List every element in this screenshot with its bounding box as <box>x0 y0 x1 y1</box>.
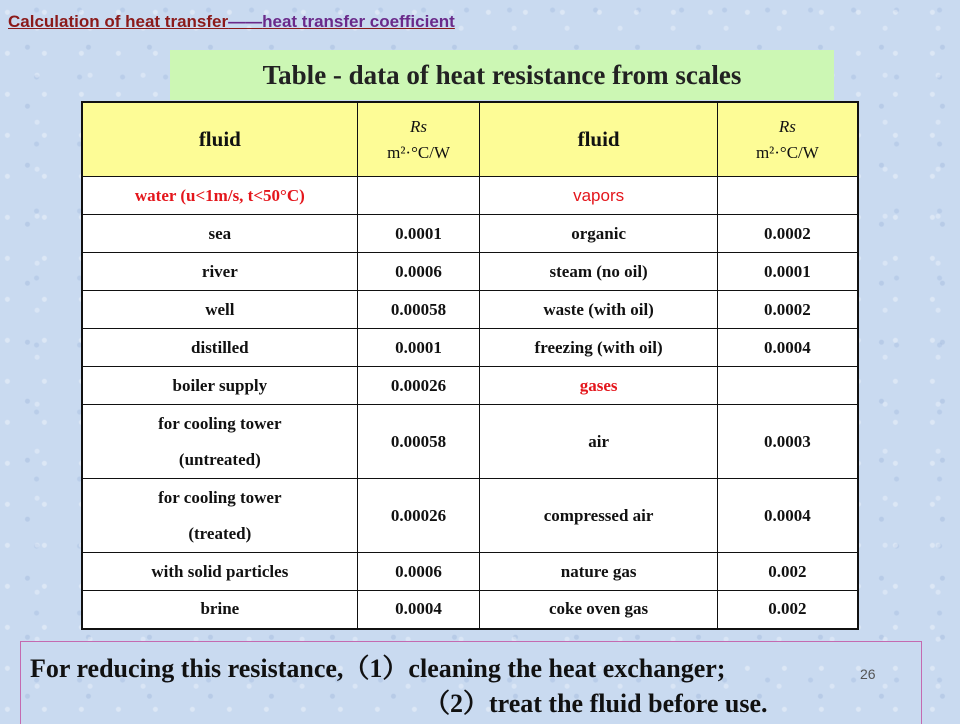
right-fluid-name: waste (with oil) <box>480 291 717 329</box>
left-fluid-name-line1: for cooling tower <box>158 413 282 433</box>
note-line-2: （2）treat the fluid before use. <box>424 689 768 718</box>
left-fluid-name-line2: (treated) <box>188 523 252 543</box>
left-rs-value: 0.0001 <box>357 215 480 253</box>
header-rs-right <box>717 102 858 177</box>
table-caption: Table - data of heat resistance from scales <box>170 50 834 100</box>
right-fluid-name: steam (no oil) <box>480 253 717 291</box>
right-fluid-name: air <box>480 405 717 479</box>
left-fluid-name-line2: (untreated) <box>178 449 261 469</box>
note-line-1: For reducing this resistance,（1）cleaning the heat exchanger; <box>30 654 726 683</box>
left-fluid-name-line1: for cooling tower <box>158 487 282 507</box>
left-rs-value: 0.00058 <box>357 405 480 479</box>
right-rs-value: 0.002 <box>717 591 858 629</box>
right-fluid-name: compressed air <box>480 479 717 553</box>
left-rs-value: 0.00058 <box>357 291 480 329</box>
left-fluid-name: boiler supply <box>82 367 357 405</box>
header-title-separator: —— <box>228 12 263 31</box>
left-rs-value: 0.00026 <box>357 367 480 405</box>
rs-symbol: Rs <box>778 116 796 136</box>
table-row <box>82 215 858 253</box>
table-row <box>82 177 858 215</box>
left-fluid-name: sea <box>82 215 357 253</box>
category-gases: gases <box>480 367 717 405</box>
table-row <box>82 329 858 367</box>
heat-resistance-table <box>81 101 859 630</box>
right-rs-value: 0.0004 <box>717 329 858 367</box>
left-rs-value: 0.0006 <box>357 553 480 591</box>
page-number: 26 <box>860 666 876 682</box>
category-water: water (u<1m/s, t<50°C) <box>82 177 357 215</box>
left-rs-value: 0.0001 <box>357 329 480 367</box>
right-fluid-name: nature gas <box>480 553 717 591</box>
right-fluid-name: coke oven gas <box>480 591 717 629</box>
left-fluid-name: with solid particles <box>82 553 357 591</box>
table-row <box>82 253 858 291</box>
right-rs-value: 0.0002 <box>717 215 858 253</box>
rs-unit: m²·°C/W <box>755 142 819 162</box>
category-vapors: vapors <box>480 177 717 215</box>
right-rs-value: 0.002 <box>717 553 858 591</box>
table-row <box>82 591 858 629</box>
left-fluid-name <box>82 479 357 553</box>
table-cell-empty <box>717 367 858 405</box>
table-cell-empty <box>357 177 480 215</box>
header-rs-left <box>357 102 480 177</box>
left-rs-value: 0.00026 <box>357 479 480 553</box>
rs-unit: m²·°C/W <box>387 142 450 162</box>
left-rs-value: 0.0006 <box>357 253 480 291</box>
right-rs-value: 0.0001 <box>717 253 858 291</box>
left-fluid-name <box>82 405 357 479</box>
table-row <box>82 405 858 479</box>
table-header-row <box>82 102 858 177</box>
header-fluid-right: fluid <box>480 102 717 177</box>
header-title-part1: Calculation of heat transfer <box>8 12 229 31</box>
right-rs-value: 0.0002 <box>717 291 858 329</box>
header-fluid-left: fluid <box>82 102 357 177</box>
table-row <box>82 367 858 405</box>
table-row <box>82 291 858 329</box>
header-title-part2: heat transfer coefficient <box>262 12 455 31</box>
left-fluid-name: river <box>82 253 357 291</box>
table-cell-empty <box>717 177 858 215</box>
rs-symbol: Rs <box>410 116 428 136</box>
table-row <box>82 553 858 591</box>
right-rs-value: 0.0003 <box>717 405 858 479</box>
right-fluid-name: organic <box>480 215 717 253</box>
left-rs-value: 0.0004 <box>357 591 480 629</box>
left-fluid-name: brine <box>82 591 357 629</box>
left-fluid-name: distilled <box>82 329 357 367</box>
right-rs-value: 0.0004 <box>717 479 858 553</box>
table-row <box>82 479 858 553</box>
left-fluid-name: well <box>82 291 357 329</box>
right-fluid-name: freezing (with oil) <box>480 329 717 367</box>
slide-header-title <box>8 12 455 32</box>
